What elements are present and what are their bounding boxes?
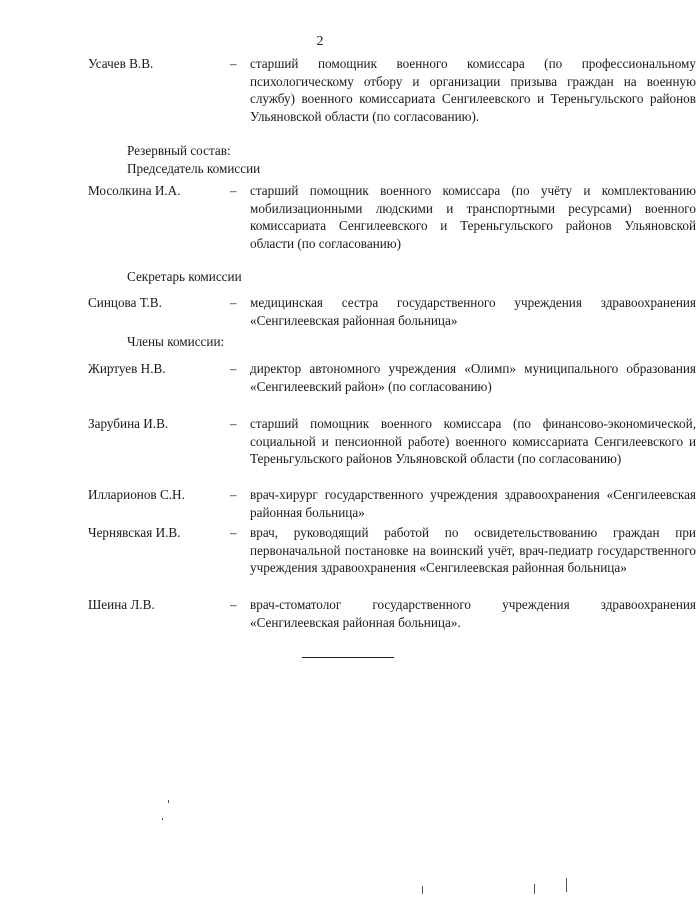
separator-dash: – [230,416,237,431]
person-position: врач-стоматолог государственного учреждения здравоохранения «Сенгилеевская районная больница». [250,597,696,630]
person-position: медицинская сестра государственного учреждения здравоохранения «Сенгилеевская районная больница» [250,295,696,328]
scan-speck [168,800,169,803]
heading-members: Члены комиссии: [127,334,225,349]
separator-dash: – [230,597,237,612]
person-name: Жиртуев Н.В. [88,361,166,376]
scan-speck [534,884,535,894]
page-number: 2 [316,34,324,49]
separator-dash: – [230,361,237,376]
person-position: старший помощник военного комиссара (по учёту и комплектованию мобилизационными людскими и транспортными ресурсами) военного комиссариата Сенгилеевского и Тереньгульского районов Ульяновской области (по согласованию) [250,183,696,251]
person-position: директор автономного учреждения «Олимп» муниципального образования «Сенгилеевский район» (по согласованию) [250,361,696,394]
person-name: Зарубина И.В. [88,416,169,431]
person-position: старший помощник военного комиссара (по профессиональному психологическому отбору и организации призыва граждан на военную службу) военного комиссариата Сенгилеевского и Тереньгульского районов Ульяновской области (по согласованию). [250,56,696,124]
heading-secretary: Секретарь комиссии [127,269,242,284]
person-position: врач, руководящий работой по освидетельствованию граждан при первоначальной постановке на воинский учёт, врач-педиатр государственного учреждения здравоохранения «Сенгилеевская районная больница» [250,525,696,575]
person-name: Мосолкина И.А. [88,183,181,198]
heading-chairman: Председатель комиссии [127,161,261,176]
person-name: Шеина Л.В. [88,597,155,612]
scan-speck [162,818,163,820]
person-position: врач-хирург государственного учреждения здравоохранения «Сенгилеевская районная больница» [250,487,696,520]
separator-dash: – [230,183,237,198]
separator-dash: – [230,56,237,71]
person-name: Илларионов С.Н. [88,487,185,502]
separator-dash: – [230,525,237,540]
person-name: Усачев В.В. [88,56,154,71]
separator-dash: – [230,487,237,502]
scan-speck [422,886,423,894]
scan-speck [566,878,567,892]
end-rule-divider [302,657,394,658]
person-name: Синцова Т.В. [88,295,162,310]
person-position: старший помощник военного комиссара (по финансово-экономической, социальной и пенсионной работе) военного комиссариата Сенгилеевского и Тереньгульского районов Ульяновской области (по согласованию) [250,416,696,466]
separator-dash: – [230,295,237,310]
heading-reserve: Резервный состав: [127,143,231,158]
person-name: Чернявская И.В. [88,525,181,540]
